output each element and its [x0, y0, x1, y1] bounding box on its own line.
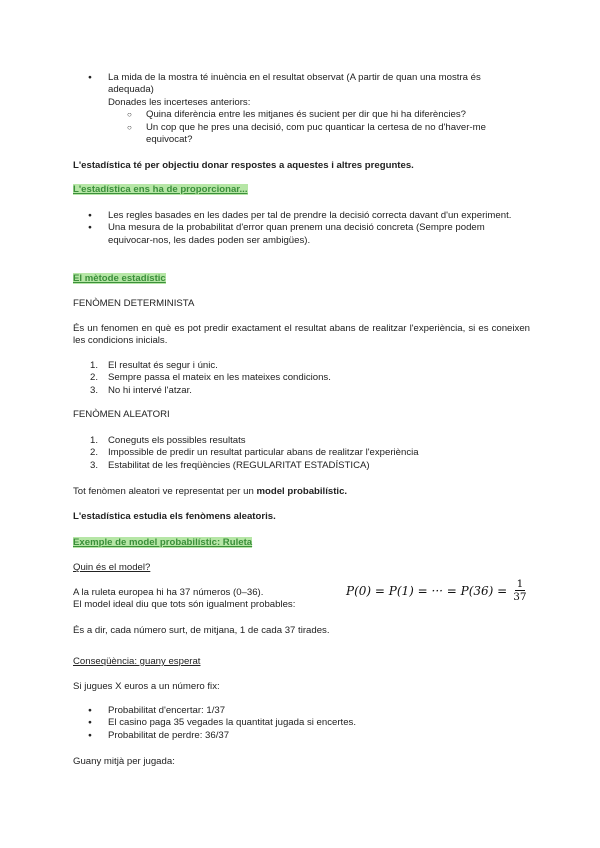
deterministic-description: És un fenomen en què es pot predir exactament el resultat abans de realitzar l'experiència, si es coneixen les condicions inicials.	[73, 323, 530, 347]
model-bold: model probabilístic.	[256, 486, 348, 497]
intro-item-line: adequada)	[108, 84, 154, 96]
sub-item-text: equivocat?	[146, 134, 193, 146]
intro-sublist	[108, 109, 530, 146]
consequence-heading	[73, 656, 530, 668]
list-item-text: No hi intervé l'atzar.	[108, 384, 192, 396]
list-item	[73, 222, 530, 247]
list-item-text: Impossible de predir un resultat particular abans de realitzar l'experiència	[108, 447, 419, 459]
method-heading-row	[73, 273, 530, 285]
list-item-text: Estabilitat de les freqüències (REGULARITAT ESTADÍSTICA)	[108, 459, 370, 471]
bet-statement: Si jugues X euros a un número fix:	[73, 681, 220, 692]
intro-item-line: La mida de la mostra té inuència en el resultat observat (A partir de quan una mostra és	[108, 72, 481, 83]
list-item	[73, 385, 530, 397]
list-item	[73, 435, 530, 447]
deterministic-title: FENÒMEN DETERMINISTA	[73, 298, 195, 309]
sub-list-item	[108, 122, 530, 147]
roulette-line: A la ruleta europea hi ha 37 números (0–36).	[73, 587, 264, 598]
consequence-text: Conseqüència: guany esperat	[73, 656, 201, 667]
formula-denominator: 37	[513, 591, 527, 603]
model-prefix: Tot fenòmen aleatori ve representat per un	[73, 486, 257, 497]
deterministic-list	[73, 360, 530, 397]
random-list	[73, 435, 530, 472]
random-title: FENÒMEN ALEATORI	[73, 409, 170, 420]
list-item	[73, 447, 530, 459]
formula-numerator: 1	[516, 578, 524, 590]
formula-left: P(0) = P(1) = ··· = P(36) =	[346, 583, 508, 598]
roulette-line: El model ideal diu que tots són igualment probables:	[73, 599, 296, 611]
list-item	[73, 730, 530, 742]
list-item	[73, 460, 530, 472]
provide-heading-row	[73, 184, 530, 196]
goal-statement: L'estadística té per objectiu donar respostes a aquestes i altres preguntes.	[73, 160, 414, 171]
sub-item-text: Un cop que he pres una decisió, com puc quanticar la certesa de no d'haver-me	[146, 121, 486, 133]
list-item-text: El casino paga 35 vegades la quantitat jugada si encertes.	[108, 717, 357, 729]
item-number: 1.	[90, 360, 99, 371]
list-item-text: Probabilitat d'encertar: 1/37	[108, 705, 226, 716]
list-item	[73, 717, 530, 729]
list-item-text: Coneguts els possibles resultats	[108, 435, 246, 446]
average-gain-label: Guany mitjà per jugada:	[73, 756, 175, 767]
section-heading: Exemple de model probabilístic: Ruleta	[73, 537, 253, 548]
roulette-heading-row	[73, 537, 530, 549]
list-item-text: Sempre passa el mateix en les mateixes condicions.	[108, 372, 331, 384]
average-statement: És a dir, cada número surt, de mitjana, 1 de cada 37 tirades.	[73, 625, 330, 636]
model-statement	[73, 486, 530, 498]
item-number: 1.	[90, 435, 99, 446]
model-question-text: Quin és el model?	[73, 562, 151, 573]
intro-item-line: Donades les incerteses anteriors:	[108, 96, 251, 108]
sub-item-text: Quina diferència entre les mitjanes és sucient per dir que hi ha diferències?	[146, 109, 466, 121]
probability-formula	[346, 578, 527, 603]
list-item	[73, 210, 530, 222]
list-item-text: Una mesura de la probabilitat d'error quan prenem una decisió concreta (Sempre podem equivocar-nos, les dades poden ser ambigües).	[108, 222, 485, 246]
formula-fraction	[513, 578, 526, 603]
studies-statement: L'estadística estudia els fenòmens aleatoris.	[73, 511, 276, 522]
model-question	[73, 562, 530, 574]
sub-list-item	[108, 109, 530, 121]
list-item-text: Probabilitat de perdre: 36/37	[108, 729, 230, 741]
provide-list	[73, 210, 530, 247]
list-item-text: Les regles basades en les dades per tal de prendre la decisió correcta davant d'un experiment.	[108, 210, 512, 221]
item-number: 2.	[90, 447, 99, 459]
item-number: 3.	[90, 459, 99, 471]
item-number: 2.	[90, 372, 99, 384]
item-number: 3.	[90, 384, 99, 396]
list-item	[73, 360, 530, 372]
roulette-description	[73, 587, 340, 612]
list-item-text: El resultat és segur i únic.	[108, 360, 218, 371]
section-heading: El mètode estadístic	[73, 273, 166, 284]
list-item	[73, 72, 530, 146]
bet-list	[73, 705, 530, 742]
section-heading: L'estadística ens ha de proporcionar...	[73, 184, 248, 195]
list-item	[73, 705, 530, 717]
intro-list	[73, 72, 530, 146]
list-item	[73, 372, 530, 384]
